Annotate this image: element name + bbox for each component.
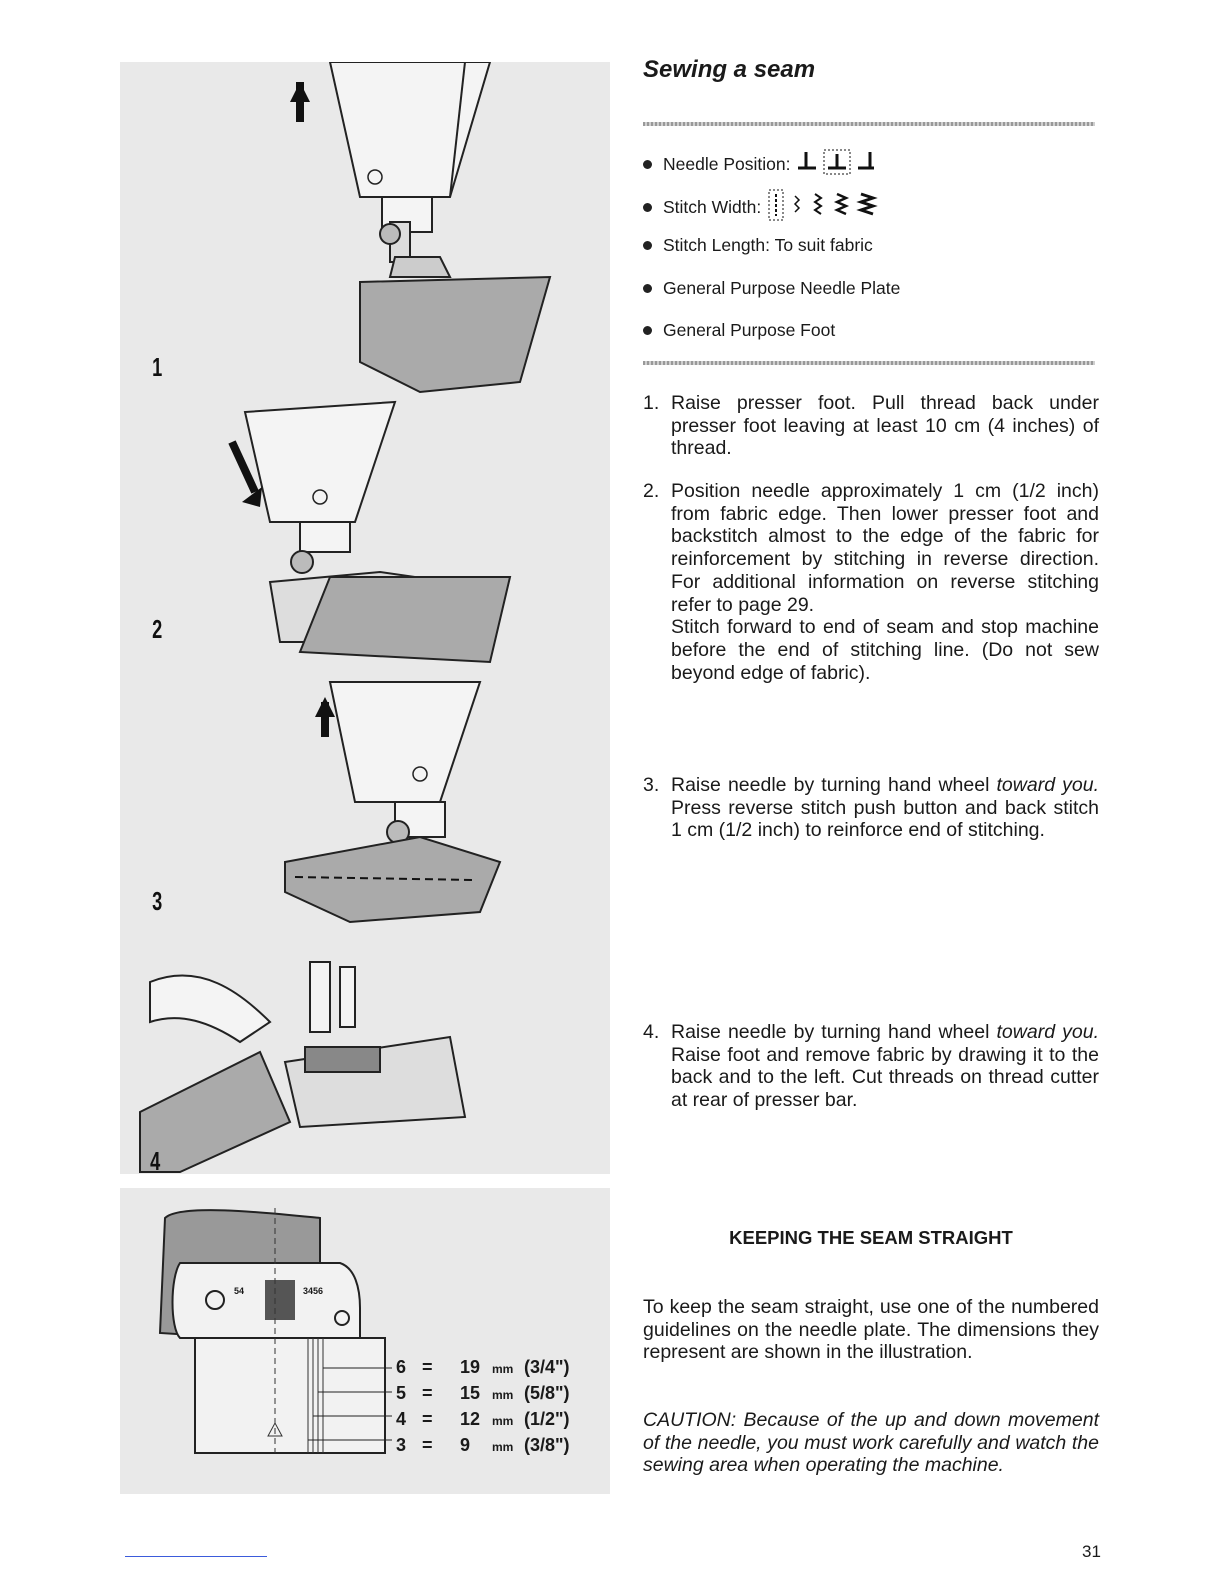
bullet-icon: [643, 203, 652, 212]
stitch-width-icons: [767, 188, 917, 227]
caution-paragraph: CAUTION: Because of the up and down movement of the needle, you must work carefully and watch the sewing area when operating the machine.: [643, 1409, 1099, 1477]
step-2: 2. Position needle approximately 1 cm (1/2 inch) from fabric edge. Then lower presser foot and backstitch almost to the edge of the fabric for reinforcement by stitching in reverse direction. For additional information on reverse stitching refer to page 29. Stitch forward to end of seam and stop machine before the end of stitching line. (Do not sew beyond edge of fabric).: [643, 480, 1099, 684]
illustration-panel-1-3: [120, 62, 610, 1174]
spec-needle-plate: General Purpose Needle Plate: [643, 278, 900, 299]
figure-1-machine: [330, 62, 490, 277]
bullet-icon: [643, 284, 652, 293]
figure-4-hand: [150, 976, 270, 1042]
step-4: 4. Raise needle by turning hand wheel toward you. Raise foot and remove fabric by drawing it to the back and to the left. Cut threads on thread cutter at rear of presser bar.: [643, 1021, 1099, 1112]
figure-1-fabric: [360, 277, 550, 392]
figure-3-machine: [330, 682, 480, 843]
figure-number-4: 4: [150, 1146, 161, 1174]
section-heading: KEEPING THE SEAM STRAIGHT: [729, 1227, 1013, 1248]
page-number: 31: [1082, 1542, 1101, 1561]
guideline-row-5: 5 = 15 mm (5/8"): [396, 1383, 570, 1403]
figure-4-machine: [285, 962, 465, 1127]
bottom-divider: [643, 361, 1095, 365]
top-divider: [643, 122, 1095, 126]
step-1: 1. Raise presser foot. Pull thread back under presser foot leaving at least 10 cm (4 inches) of thread.: [643, 392, 1099, 460]
spec-foot: General Purpose Foot: [643, 320, 835, 341]
footer-line: [125, 1556, 267, 1557]
needle-position-icons: [796, 148, 886, 181]
bullet-icon: [643, 326, 652, 335]
bullet-icon: [643, 160, 652, 169]
figure-2-fabric: [300, 577, 510, 662]
figure-4-fabric: [140, 1052, 290, 1172]
guidelines-table: [396, 1355, 570, 1459]
spec-stitch-width: Stitch Width:: [643, 188, 917, 227]
illustration-panel-needle-plate: [120, 1188, 610, 1494]
guideline-row-3: 3 = 9 mm (3/8"): [396, 1435, 570, 1455]
page-title: Sewing a seam: [643, 56, 816, 83]
figure-number-1: 1: [152, 352, 163, 382]
step-3: 3. Raise needle by turning hand wheel toward you. Press reverse stitch push button and back stitch 1 cm (1/2 inch) to reinforce end of stitching.: [643, 774, 1099, 842]
guideline-row-6: 6 = 19 mm (3/4"): [396, 1357, 570, 1377]
figure-number-3: 3: [152, 886, 163, 916]
sewing-illustrations: [120, 62, 610, 1174]
spec-needle-position: Needle Position:: [643, 148, 886, 181]
figure-number-2: 2: [152, 614, 163, 644]
bullet-icon: [643, 241, 652, 250]
spec-stitch-length: Stitch Length: To suit fabric: [643, 235, 873, 256]
guideline-row-4: 4 = 12 mm (1/2"): [396, 1409, 570, 1429]
guideline-paragraph: To keep the seam straight, use one of the numbered guidelines on the needle plate. The dimensions they represent are shown in the illustration.: [643, 1296, 1099, 1364]
plate-mark-right: 3456: [303, 1286, 324, 1296]
plate-mark-left: 54: [234, 1286, 245, 1296]
